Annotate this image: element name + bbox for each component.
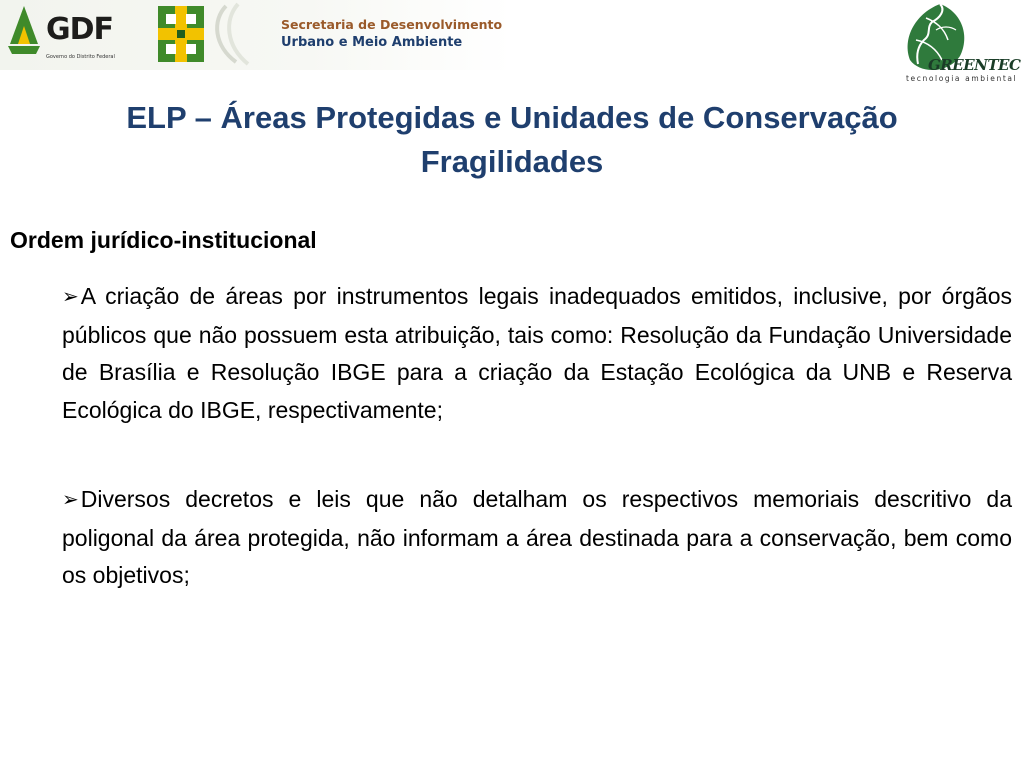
decorative-swoosh-icon [206, 2, 258, 66]
bullet-item [62, 278, 1012, 429]
secretaria-line-2: Urbano e Meio Ambiente [281, 35, 463, 50]
greentec-name: GREENTEC [928, 56, 1021, 74]
arrow-bullet-icon: ➢ [62, 286, 79, 308]
bullet-text: Diversos decretos e leis que não detalham os respectivos memoriais descritivo da poligonal da área protegida, não informam a área destinada para a conservação, bem como os objetivos; [62, 486, 1012, 588]
title-line-1: ELP – Áreas Protegidas e Unidades de Conservação [126, 100, 898, 135]
slide-title [0, 96, 1024, 184]
header-banner [0, 0, 512, 70]
secretaria-line-1: Secretaria de Desenvolvimento [281, 17, 503, 32]
bullet-text: A criação de áreas por instrumentos legais inadequados emitidos, inclusive, por órgãos públicos que não possuem esta atribuição, tais como: Resolução da Fundação Universidade de Brasília e Resolução IBGE para a criação da Estação Ecológica da UNB e Reserva Ecológica do IBGE, respectivamente; [62, 283, 1012, 423]
gdf-caption: Governo do Distrito Federal [46, 54, 115, 60]
greentec-tagline: tecnologia ambiental [906, 74, 1018, 83]
df-flag-icon [158, 6, 204, 62]
gdf-logo-text: GDF [46, 12, 114, 47]
section-heading: Ordem jurídico-institucional [10, 227, 317, 253]
title-line-2: Fragilidades [420, 144, 604, 179]
bullet-item [62, 481, 1012, 595]
arrow-bullet-icon: ➢ [62, 489, 79, 511]
